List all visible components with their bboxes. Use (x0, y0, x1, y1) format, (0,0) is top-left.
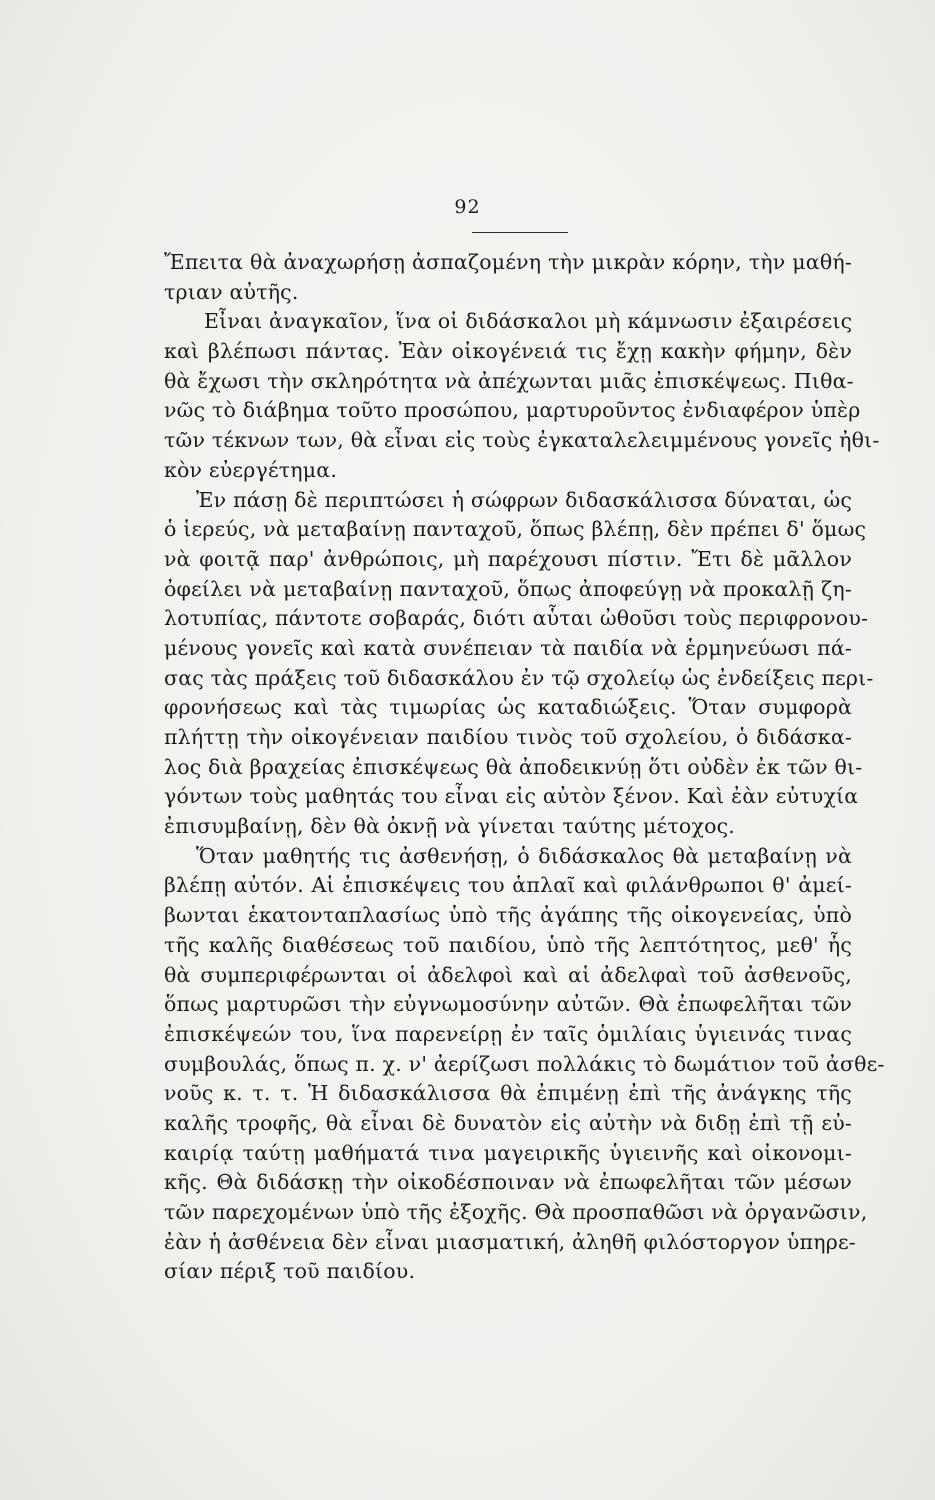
text-line: Ἔπειτα θὰ ἀναχωρήσῃ ἀσπαζομένη τὴν μικρὰν κόρην, τὴν μαθή- (164, 250, 852, 274)
text-line: καὶ βλέπωσι πάντας. Ἐὰν οἰκογένειά τις ἔχῃ κακὴν φήμην, δὲν (164, 339, 852, 364)
text-line: θὰ συμπεριφέρωνται οἱ ἀδελφοὶ καὶ αἱ ἀδελφαὶ τοῦ ἀσθενοῦς, (164, 962, 852, 987)
text-line: ὅπως μαρτυρῶσι τὴν εὐγνωμοσύνην αὐτῶν. Θὰ ἐπωφελῆται τῶν (164, 992, 852, 1017)
text-line: καλῆς τροφῆς, θὰ εἶναι δὲ δυνατὸν εἰς αὐτὴν νὰ διδῃ ἐπὶ τῇ εὐ- (164, 1110, 852, 1135)
text-line: Ἐν πάσῃ δὲ περιπτώσει ἡ σώφρων διδασκάλισσα δύναται, ὡς (196, 487, 853, 512)
text-line: βλέπῃ αὐτόν. Αἱ ἐπισκέψεις του ἁπλαῖ καὶ φιλάνθρωποι θ' ἀμεί- (164, 873, 852, 898)
text-line: λοτυπίας, πάντοτε σοβαράς, διότι αὗται ὠθοῦσι τοὺς περιφρονου- (164, 606, 869, 631)
text-line: τῆς καλῆς διαθέσεως τοῦ παιδίου, ὑπὸ τῆς λεπτότητος, μεθ' ἧς (164, 932, 852, 957)
page-number: 92 (454, 196, 481, 218)
text-line: τῶν παρεχομένων ὑπὸ τῆς ἐξοχῆς. Θὰ προσπαθῶσι νὰ ὀργανῶσιν, (164, 1200, 868, 1224)
text-line: μένους γονεῖς καὶ κατὰ συνέπειαν τὰ παιδία νὰ ἑρμηνεύωσι πά- (164, 635, 852, 660)
page-number-rule (472, 232, 568, 233)
text-line: Ὅταν μαθητής τις ἀσθενήσῃ, ὁ διδάσκαλος θὰ μεταβαίνῃ νὰ (196, 843, 852, 868)
text-line: φρονήσεως καὶ τὰς τιμωρίας ὡς καταδιώξεις. Ὅταν συμφορὰ (164, 695, 852, 720)
text-line: ἐπισυμβαίνῃ, δὲν θὰ ὀκνῇ νὰ γίνεται ταύτης μέτοχος. (164, 814, 736, 839)
text-line: λος διὰ βραχείας ἐπισκέψεως θὰ ἀποδεικνύῃ ὅτι οὐδὲν ἐκ τῶν θι- (164, 754, 863, 779)
text-line: ὁ ἱερεύς, νὰ μεταβαίνῃ πανταχοῦ, ὅπως βλέπῃ, δὲν πρέπει δ' ὅμως (164, 517, 867, 542)
text-line: ἐὰν ἡ ἀσθένεια δὲν εἶναι μιασματική, ἀληθῆ φιλόστοργον ὑπηρε- (164, 1229, 856, 1254)
text-line: νῶς τὸ διάβημα τοῦτο προσώπου, μαρτυροῦντος ἐνδιαφέρον ὑπὲρ (164, 398, 861, 423)
text-line: ἐπισκέψεών του, ἵνα παρενείρῃ ἐν ταῖς ὁμιλίαις ὑγιεινάς τινας (164, 1021, 852, 1046)
text-line: ὀφείλει νὰ μεταβαίνῃ πανταχοῦ, ὅπως ἀποφεύγῃ νὰ προκαλῇ ζη- (164, 576, 852, 601)
text-line: σίαν πέριξ τοῦ παιδίου. (164, 1259, 416, 1284)
text-line: συμβουλάς, ὅπως π. χ. ν' ἀερίζωσι πολλάκις τὸ δωμάτιον τοῦ ἀσθε- (164, 1051, 885, 1076)
text-line: νοῦς κ. τ. τ. Ἡ διδασκάλισσα θὰ ἐπιμένῃ ἐπὶ τῆς ἀνάγκης τῆς (164, 1081, 852, 1106)
text-line: κῆς. Θὰ διδάσκῃ τὴν οἰκοδέσποιναν νὰ ἐπωφελῆται τῶν μέσων (164, 1170, 852, 1195)
text-line: θὰ ἔχωσι τὴν σκληρότητα νὰ ἀπέχωνται μιᾶς ἐπισκέψεως. Πιθα- (164, 368, 854, 393)
text-line: Εἶναι ἀναγκαῖον, ἵνα οἱ διδάσκαλοι μὴ κάμνωσιν ἐξαιρέσεις (204, 309, 853, 334)
text-line: κὸν εὐεργέτημα. (164, 457, 338, 482)
body-text (164, 248, 885, 1287)
text-line: καιρίᾳ ταύτῃ μαθήματά τινα μαγειρικῆς ὑγιεινῆς καὶ οἰκονομι- (164, 1140, 852, 1165)
text-line: βωνται ἑκατονταπλασίως ὑπὸ τῆς ἀγάπης τῆς οἰκογενείας, ὑπὸ (164, 903, 852, 928)
text-line: τριαν αὐτῆς. (164, 279, 299, 304)
text-line: πλήττῃ τὴν οἰκογένειαν παιδίου τινὸς τοῦ σχολείου, ὁ διδάσκα- (164, 725, 852, 749)
text-line: σας τὰς πράξεις τοῦ διδασκάλου ἐν τῷ σχολείῳ ὡς ἐνδείξεις περι- (164, 665, 874, 690)
text-line: νὰ φοιτᾷ παρ' ἀνθρώποις, μὴ παρέχουσι πίστιν. Ἔτι δὲ μᾶλλον (164, 546, 852, 571)
text-line: γόντων τοὺς μαθητάς του εἶναι εἰς αὐτὸν ξένον. Καὶ ἐὰν εὐτυχία (164, 784, 859, 809)
text-line: τῶν τέκνων των, θὰ εἶναι εἰς τοὺς ἐγκαταλελειμμένους γονεῖς ἠθι- (164, 428, 880, 453)
